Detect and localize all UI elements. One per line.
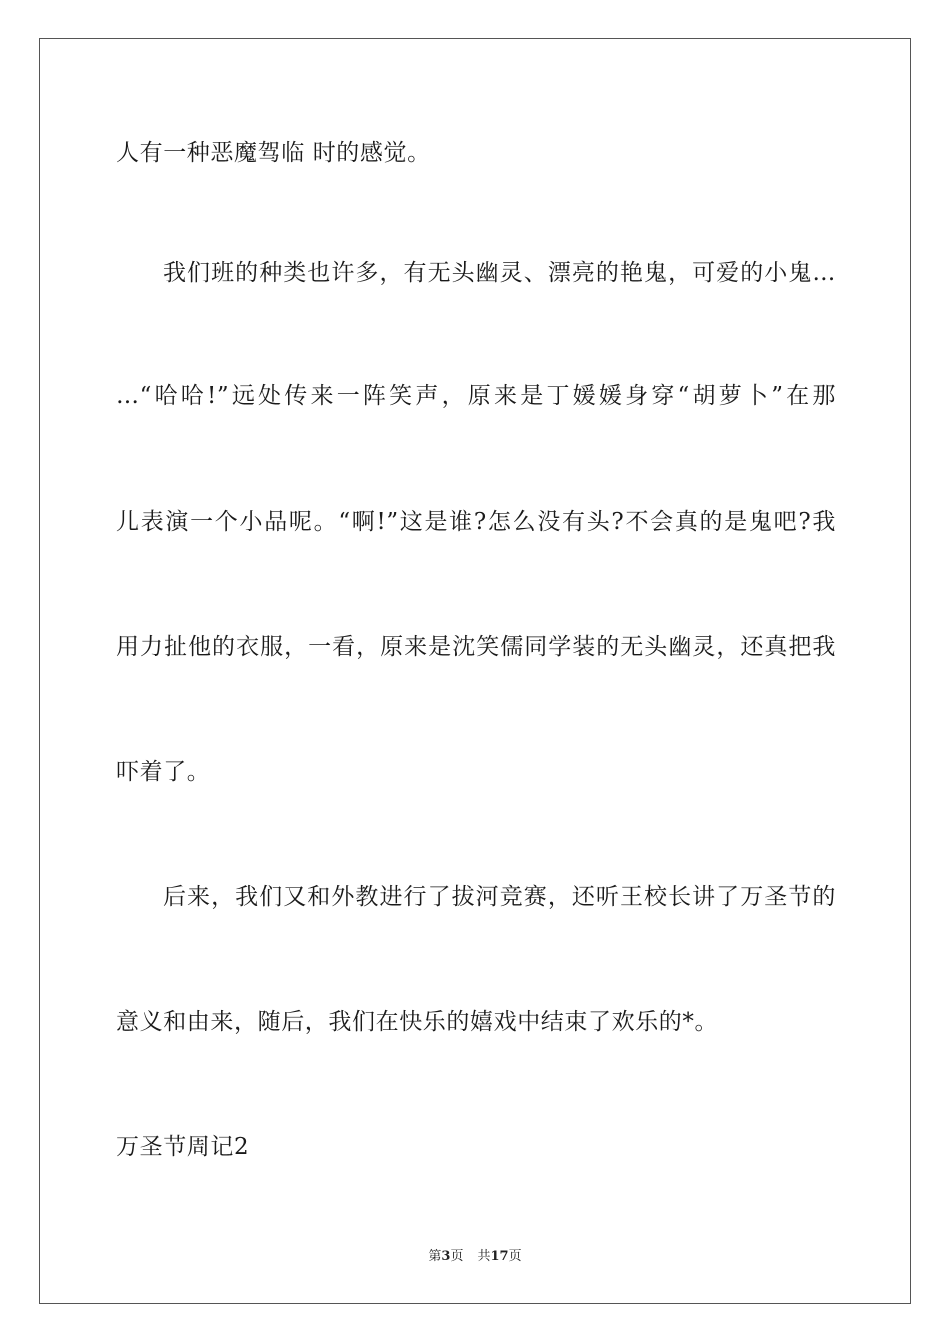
footer-page-number: 3: [441, 1249, 451, 1264]
paragraph-line-4: 儿表演一个小品呢。“啊!”这是谁?怎么没有头?不会真的是鬼吧?我: [116, 509, 836, 535]
footer-total-prefix: 共: [477, 1249, 491, 1264]
paragraph-line-7: 后来，我们又和外教进行了拔河竞赛，还听王校长讲了万圣节的: [163, 884, 836, 910]
section-heading: 万圣节周记2: [116, 1134, 250, 1160]
footer-page-prefix: 第: [428, 1249, 442, 1264]
paragraph-line-2: 我们班的种类也许多，有无头幽灵、漂亮的艳鬼，可爱的小鬼…: [163, 260, 836, 286]
footer-total-number: 17: [490, 1249, 509, 1264]
paragraph-line-1: 人有一种恶魔驾临 时的感觉。: [116, 140, 431, 166]
paragraph-line-8: 意义和由来，随后，我们在快乐的嬉戏中结束了欢乐的*。: [116, 1009, 719, 1035]
footer-total-suffix: 页: [508, 1249, 522, 1264]
footer-page-suffix: 页: [450, 1249, 464, 1264]
paragraph-line-3: …“哈哈!”远处传来一阵笑声，原来是丁媛媛身穿“胡萝卜”在那: [116, 383, 836, 409]
page-border: [39, 38, 911, 1304]
paragraph-line-6: 吓着了。: [116, 759, 211, 785]
paragraph-line-5: 用力扯他的衣服，一看，原来是沈笑儒同学装的无头幽灵，还真把我: [116, 634, 836, 660]
page-footer: [0, 1248, 950, 1266]
